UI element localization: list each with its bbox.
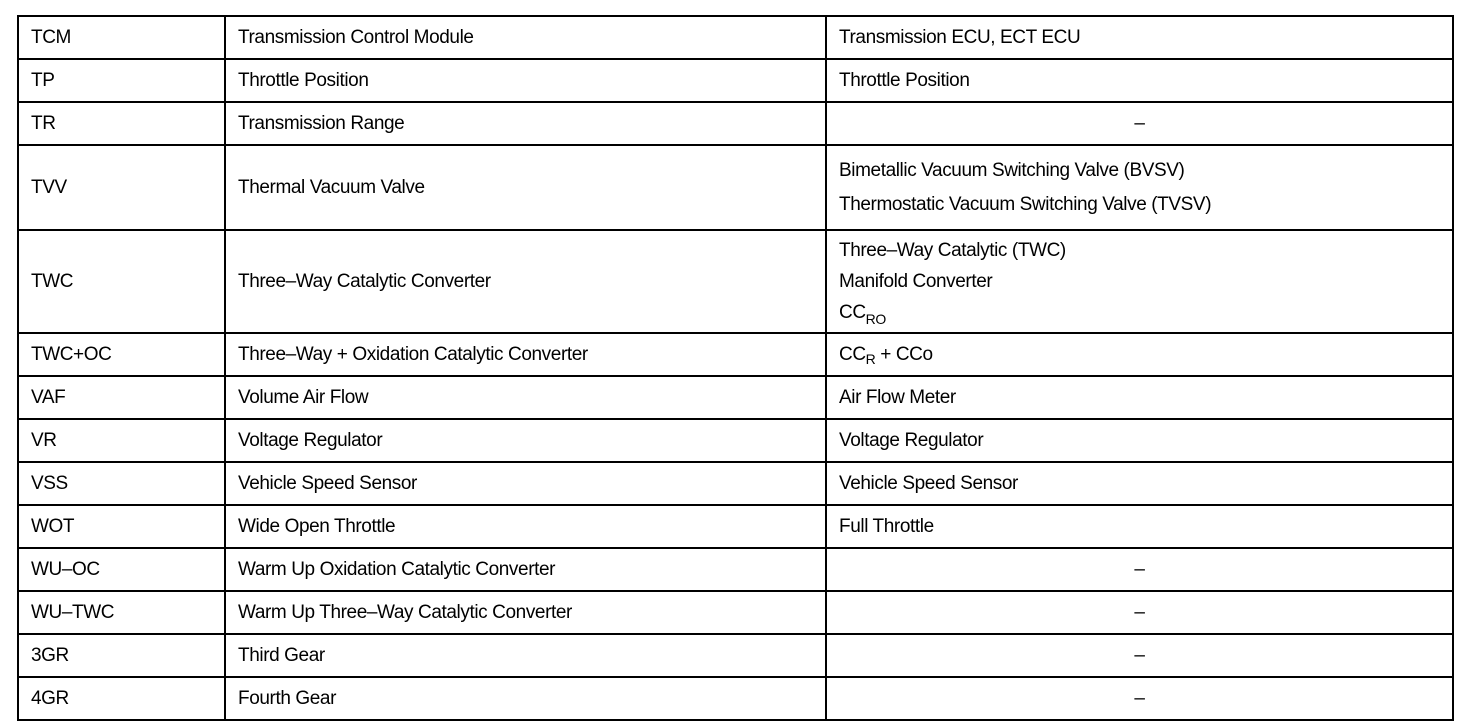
note-line: Three–Way Catalytic (TWC)	[839, 240, 1066, 261]
abbr-cell: VSS	[18, 462, 225, 505]
note-line: Vehicle Speed Sensor	[839, 472, 1018, 494]
abbreviation-page	[17, 15, 1452, 721]
note-cell	[826, 59, 1453, 102]
term-cell: Voltage Regulator	[225, 419, 826, 462]
table-row	[18, 591, 1453, 634]
note-line: Air Flow Meter	[839, 386, 956, 408]
term-cell: Vehicle Speed Sensor	[225, 462, 826, 505]
note-cell	[826, 145, 1453, 230]
abbr-cell: WOT	[18, 505, 225, 548]
table-row	[18, 548, 1453, 591]
term-cell: Throttle Position	[225, 59, 826, 102]
table-row	[18, 102, 1453, 145]
note-cell	[826, 230, 1453, 333]
note-cell	[826, 462, 1453, 505]
formula-subscript: R	[865, 350, 876, 367]
table-row	[18, 16, 1453, 59]
note-cell	[826, 102, 1453, 145]
note-cell	[826, 376, 1453, 419]
abbr-cell: TCM	[18, 16, 225, 59]
term-cell: Three–Way + Oxidation Catalytic Converter	[225, 333, 826, 376]
table-row	[18, 462, 1453, 505]
note-dash: –	[1134, 601, 1145, 623]
note-line	[839, 297, 1452, 328]
table-row	[18, 505, 1453, 548]
abbr-cell: TR	[18, 102, 225, 145]
abbr-cell: VAF	[18, 376, 225, 419]
note-cell	[826, 505, 1453, 548]
table-row	[18, 376, 1453, 419]
formula-rest: + CCo	[875, 343, 933, 365]
term-cell: Three–Way Catalytic Converter	[225, 230, 826, 333]
table-row	[18, 333, 1453, 376]
term-cell: Transmission Control Module	[225, 16, 826, 59]
abbr-cell: VR	[18, 419, 225, 462]
table-row	[18, 634, 1453, 677]
abbr-cell: WU–TWC	[18, 591, 225, 634]
note-line: Bimetallic Vacuum Switching Valve (BVSV)	[839, 159, 1185, 181]
term-cell: Warm Up Oxidation Catalytic Converter	[225, 548, 826, 591]
note-dash: –	[1134, 687, 1145, 709]
note-cell	[826, 591, 1453, 634]
abbr-cell: 4GR	[18, 677, 225, 720]
table-row	[18, 230, 1453, 333]
term-cell: Transmission Range	[225, 102, 826, 145]
note-cell	[826, 16, 1453, 59]
note-line	[839, 338, 1452, 372]
abbr-cell: TWC	[18, 230, 225, 333]
note-cell	[826, 419, 1453, 462]
note-cell	[826, 634, 1453, 677]
abbr-cell: TP	[18, 59, 225, 102]
formula-base: CC	[839, 343, 866, 365]
abbr-cell: WU–OC	[18, 548, 225, 591]
formula-base: CC	[839, 302, 866, 323]
abbr-cell: TWC+OC	[18, 333, 225, 376]
note-line: Manifold Converter	[839, 271, 993, 292]
term-cell: Third Gear	[225, 634, 826, 677]
note-cell	[826, 333, 1453, 376]
note-dash: –	[1134, 112, 1145, 134]
note-line: Voltage Regulator	[839, 429, 984, 451]
note-line: Throttle Position	[839, 69, 970, 91]
formula-subscript: RO	[865, 311, 886, 327]
abbreviation-table	[17, 15, 1454, 721]
table-row	[18, 419, 1453, 462]
table-row	[18, 677, 1453, 720]
note-cell	[826, 677, 1453, 720]
abbr-cell: 3GR	[18, 634, 225, 677]
term-cell: Fourth Gear	[225, 677, 826, 720]
note-line: Transmission ECU, ECT ECU	[839, 26, 1081, 48]
note-dash: –	[1134, 558, 1145, 580]
term-cell: Wide Open Throttle	[225, 505, 826, 548]
note-cell	[826, 548, 1453, 591]
note-line: Thermostatic Vacuum Switching Valve (TVSV)	[839, 193, 1212, 215]
abbr-cell: TVV	[18, 145, 225, 230]
note-line: Full Throttle	[839, 515, 934, 537]
term-cell: Volume Air Flow	[225, 376, 826, 419]
table-row	[18, 59, 1453, 102]
note-dash: –	[1134, 644, 1145, 666]
term-cell: Thermal Vacuum Valve	[225, 145, 826, 230]
term-cell: Warm Up Three–Way Catalytic Converter	[225, 591, 826, 634]
table-row	[18, 145, 1453, 230]
